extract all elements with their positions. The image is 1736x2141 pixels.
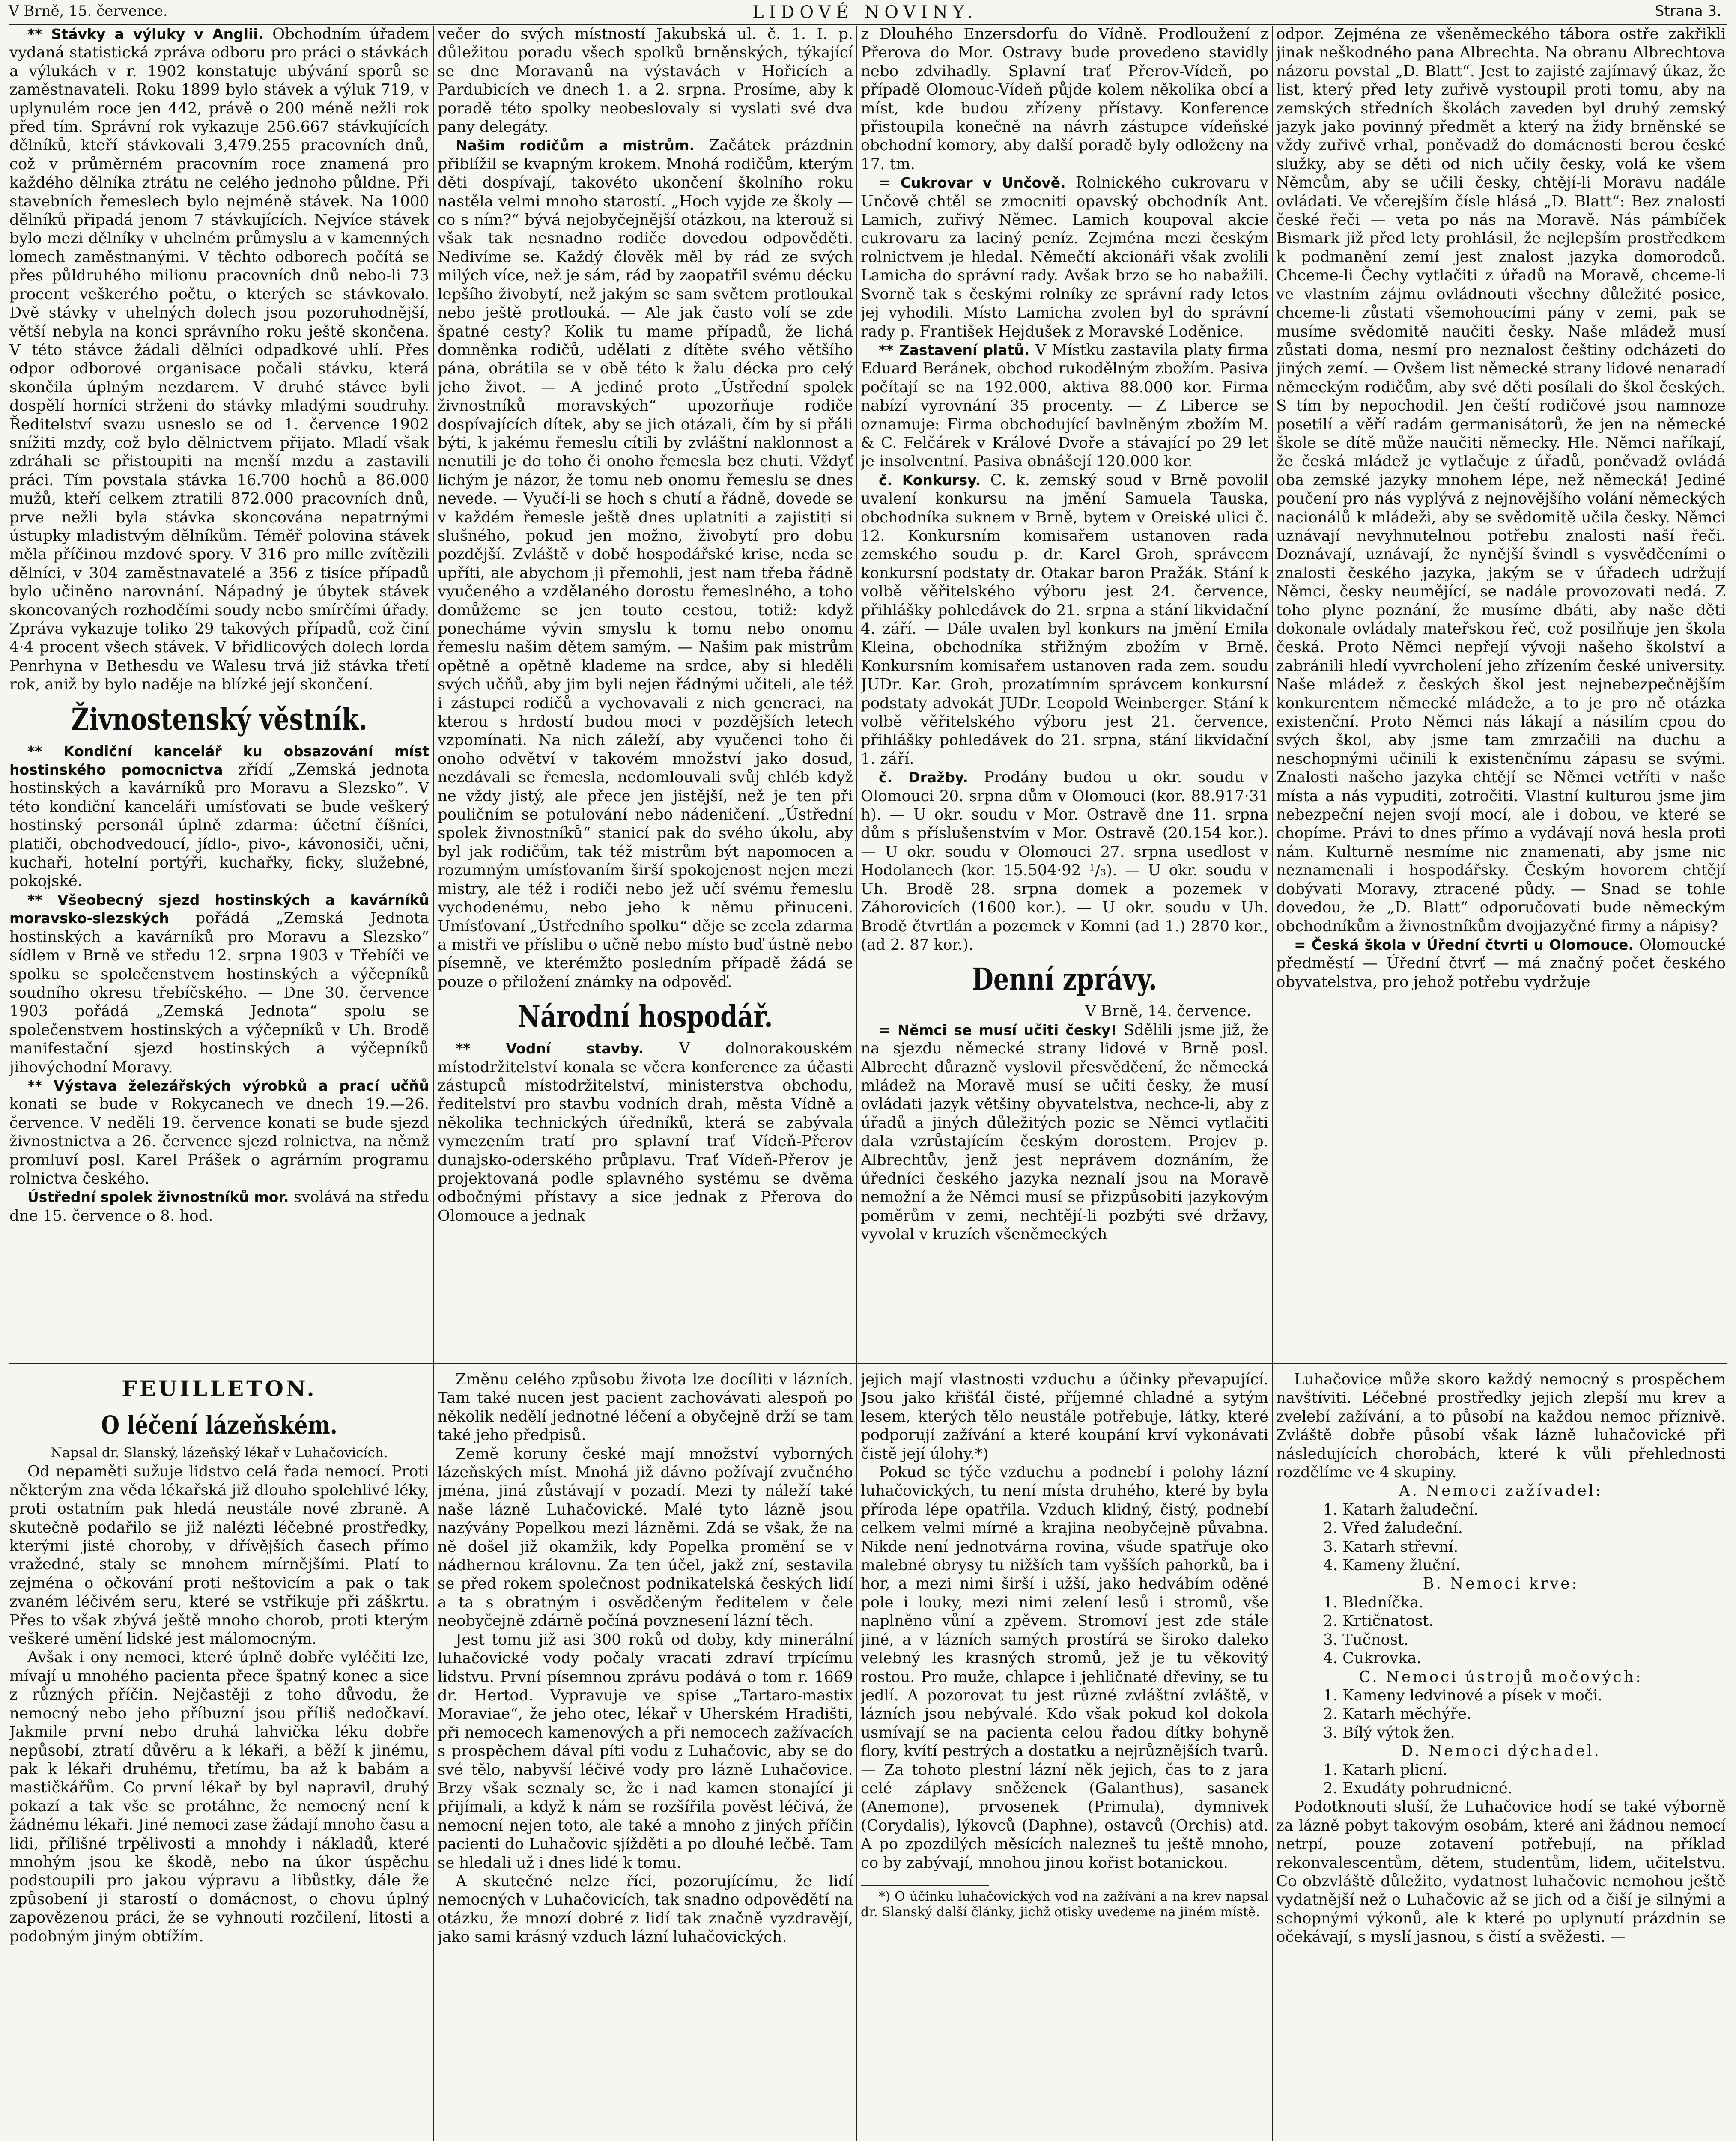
column-rule-2	[856, 26, 857, 2141]
feuilleton-para: jejich mají vlastnosti vzduchu a účinky převapující. Jsou jako křišťál čisté, příjemné chladné a sytým lesem, kterých tělo neustále potřebuje, látky, které podporují zažívání a které koupání krví vykonávati čistě její úlohy.*)	[861, 1371, 1268, 1463]
disease-item: 2. Vřed žaludeční.	[1323, 1519, 1463, 1537]
column-3	[861, 25, 1268, 1361]
disease-item: 4. Kameny žluční.	[1323, 1557, 1461, 1574]
column-2	[438, 25, 853, 1361]
disease-item: 1. Katarh žaludeční.	[1323, 1500, 1479, 1518]
feuilleton-para: A skutečné nelze říci, pozorujícímu, že lidí nemocných v Luhačovicích, tak snadno odpovědětí na otázku, že mnozí dobré z lidí tak značně vyzdravějí, jako sami krásný vzduch lázní luhačovických.	[438, 1872, 853, 1946]
feuilleton-column-1	[9, 1370, 429, 2141]
column-rule-3	[1272, 26, 1273, 2141]
disease-item: 3. Tučnost.	[1323, 1631, 1409, 1649]
section-title-economy: Národní hospodář.	[518, 999, 773, 1035]
header-date: V Brně, 15. července.	[9, 3, 168, 20]
feuilleton-para: Luhačovice může skoro každý nemocný s prospěchem navštíviti. Léčebné prostředky jejich zlepší mu krev a zvelebí zažívání, a to působí na každou nemoc příznivě. Zvláště dobře působí však lázně luhačovické při následujících chorobách, které k vůli přehlednosti rozdělíme ve 4 skupiny.	[1276, 1371, 1726, 1482]
article-union: Ústřední spolek živnostníků mor. svolává na středu dne 15. července o 8. hod.	[9, 1188, 429, 1225]
disease-group-a: A. Nemoci zažívadel:	[1399, 1482, 1603, 1500]
footnote-rule	[861, 1885, 989, 1886]
feuilleton-rule	[9, 1363, 1727, 1364]
feuilleton-column-4	[1276, 1370, 1726, 2141]
dateline: V Brně, 14. července.	[1085, 1002, 1251, 1020]
feuilleton-column-2	[438, 1370, 853, 2141]
footnote: *) O účinku luhačovických vod na zažívání a na krev napsal dr. Slanský další články, jichž otisky uvedeme na jiném místě.	[861, 1889, 1268, 1920]
article-auctions: č. Dražby. Prodány budou u okr. soudu v Olomouci 20. srpna dům v Olomouci (kor. 88.917·31 h). — U okr. soudu v Mor. Ostravě dne 11. srpna dům s příslušenstvím v Mor. Ostravě (20.154 kor.). — U okr. soudu v Olomouci 27. srpna usedlost v Hodolanech (kor. 15.504·92 ¹/₃). — U okr. soudu v Uh. Brodě 28. srpna domek a pozemek v Záhorovicích (1600 kor.). — U okr. soudu v Uh. Brodě čtvrtlán a pozemek v Komni (ad 1.) 2870 kor., (ad 2. 87 kor.).	[861, 769, 1268, 954]
feuilleton-para: Jest tomu již asi 300 roků od doby, kdy minerální luhačovické vody počaly vracati zdraví trpícímu lidstvu. První písemnou zprávu podává o tom r. 1669 dr. Hertod. Vypravuje ve spise „Tartaro-mastix Moraviae“, že jeho otec, lékař v Uherském Hradišti, při nemocech kamenových a při nemocech zažívacích s prospěchem dával píti vodu z Luhačovic, aby se do své tělo, nabyvší léčivé vody pro lázně Luhačovice. Brzy však seznaly se, že i nad kamen stonající ji přijímali, a když k nám se rozšířila pověst léčivá, že nemocní nejen toto, ale také a mnoho z jiných příčin pacienti do Luhačovic sjížděti a po dlouhé lečbě. Tam se hledali už i dnes lidé k tomu.	[438, 1631, 853, 1872]
disease-item: 4. Cukrovka.	[1323, 1649, 1422, 1667]
feuilleton-para: Země koruny české mají množství vyborných lázeňských míst. Mnohá již dávno požívají zvučného jména, jiná zůstávají v pozadí. Mezi ty náleží také naše lázně Luhačovické. Malé tyto lázně jsou nazývány Popelkou mezi lázněmi. Zdá se však, že na ně došel již okamžik, kdy Popelka promění se v nádhernou královnu. Za ten účel, jakž zní, sestavila se před rokem společnost podnikatelská českých lidí a ta s obratným i osvědčeným ředitelem v čele neobyčejně zdárně počíná povznesení lázní těch.	[438, 1445, 853, 1630]
feuilleton-label: FEUILLETON.	[122, 1376, 317, 1401]
disease-item: 3. Bílý výtok žen.	[1323, 1724, 1455, 1741]
page-header	[9, 3, 1721, 25]
disease-group-c: C. Nemoci ústrojů močových:	[1359, 1668, 1643, 1686]
feuilleton-column-3	[861, 1370, 1268, 2141]
column-rule-1	[433, 26, 434, 2141]
disease-item: 2. Krtičnatost.	[1323, 1612, 1434, 1630]
disease-item: 2. Katarh měchýře.	[1323, 1705, 1472, 1723]
article-waterworks: ** Vodní stavby. V dolnorakouském místodržitelství konala se včera konference za účasti zástupců místodržitelství, ministerstva obchodu, ředitelství pro stavbu vodních drah, města Vídně a několika technických úředníků, která se zabývala vymezením tratí pro splavní trať Vídeň-Přerov dunajsko-oderského průplavu. Trať Vídeň-Přerov je projektovaná podle splavného systému se dvěma odbočnými přístavy a sice jednak z Přerova do Olomouce a jednak	[438, 1040, 853, 1225]
column-4	[1276, 25, 1726, 1361]
feuilleton-para: Podotknouti sluší, že Luhačovice hodí se také výborně za lázně pobyt takovým osobám, které ani žádnou nemocí netrpí, pouze zotavení potřebují, na příklad rekonvalescentům, dětem, studentům, lidem, učitelstvu. Co obzvláště důležito, vydatnost luhačovic nemohou ještě vydatnější než o Luhačovic až se jich od a čiší je silnými a schopnými výkonů, ale k které po uplynutí prázdnin se očekávají, s myslí jasnou, s čistí a svěžesti. —	[1276, 1798, 1726, 1946]
article-payments: ** Zastavení platů. V Místku zastavila platy firma Eduard Beránek, obchod rukodělným zbožím. Pasiva počítají se na 192.000, aktiva 88.000 kor. Firma nabízí vyrovnání 35 procenty. — Z Liberce se oznamuje: Firma obchodující bavlněným zbožím M. & C. Felčárek v Králové Dvoře a stávající po 29 let je insolventní. Pasiva obnášejí 120.000 kor.	[861, 341, 1268, 471]
masthead-title: LIDOVÉ NOVINY.	[752, 3, 978, 22]
disease-item: 1. Kameny ledvinové a písek v moči.	[1323, 1686, 1603, 1704]
feuilleton-para: Avšak i ony nemoci, které úplně dobře vyléčiti lze, mívají u mnohého pacienta přece špatný konec a sice z různých příčin. Nejčastěji z toho důvodu, že nemocný nebo jeho příbuzní jsou příliš nedočkaví. Jakmile první nebo druhá lahvička léku dobře nepůsobí, ztratí důvěru a k lékaři, a běží k jinému, pak k lékaři druhému, třetímu, ba až k babám a mastičkářům. Co první lékař by byl napravil, druhý pokazí a tak vše se protáhne, že nemocný není k žádnému lékaři. Jiné nemoci zase žádají mnoho času a lidi, přílišné trpělivosti a mnohdy i nákladů, které mnohým jsou ke škodě, nebo na úkor úspěchu podstoupili pro jakou výpravu a libůstky, dále že způsobení ji starostí o domácnost, o chovu úplný zapovězenou práci, že se vyhnouti rozčilení, litosti a podobným jiným obtížím.	[9, 1649, 429, 1945]
article-exhibition: ** Výstava železářských výrobků a prací učňů konati se bude v Rokycanech ve dnech 19.—26. července. V neděli 19. července konati se bude sjezd živnostnictva a 26. července sjezd rolnictva, na němž promluví posl. Karel Prášek o agrárním programu rolnictva českého.	[9, 1077, 429, 1187]
article-germans-czech-cont: odpor. Zejména ze všeněmeckého tábora ostře zakřikli jinak neškodného pana Albrechta. Na obranu Albrechtova názoru povstal „D. Blatt“. Jest to zajisté zajímavý úkaz, že list, který před lety zuřivě vystoupil proti tomu, aby na zemských středních školách zaveden byl druhý zemský jazyk jako povinný předmět a který na židy brněnské se vždy zuřivě vrhal, poněvadž do domácnosti berou české služky, aby se děti od nich učily česky, volá ke všem Němcům, aby se učili česky, chtějí-li Moravu nadále ovládati. Ve včerejším čísle hlásá „D. Blatt“: Bez znalosti české řeči — veta po nás na Moravě. Nás pámbíček Bismark již před lety prohlásil, že nejlepším prostředkem k podmanění zemí jest znalost jazyka domorodců. Chceme-li Čechy vytlačiti z úřadů na Moravě, chceme-li ve vlastním zájmu ovládnouti všechny důležité posice, chceme-li zůstati všemohoucími pány v zemi, pak se musíme svědomitě naučiti česky. Naše mládež musí zůstati doma, nesmí pro neznalost češtiny odcházeti do jiných zemí. — Ovšem list německé strany lidové nenaradí německým rodičům, aby své děti posílali do škol českých. S tím by nepochodil. Jen čeští rodičové jsou namnoze posetilí a věří radám germanisátorů, že jen na německé škole se dítě může naučiti německy. Hle. Němci naříkají, že česká mládež je vytlačuje z úřadů, poněvadž ovládá oba zemské jazyky mnohem lépe, než německá! Jediné poučení pro nás vyplývá z nejnovějšího volání německých nacionálů k mládeži, aby se svědomitě učila česky. Němci uznávají nevyhnutelnou potřebu znalosti naší řeči. Doznávají, uznávají, že nynější švindl s vysvědčeními o znalosti českého jazyka, jakým se v úřadech udržují Němci, česky neumějící, se nadále provozovati nedá. Z toho plyne poznání, že musíme dbáti, aby naše děti dokonale ovládaly mateřskou řeč, což posilňuje jen škola česká. Proto Němci nepřejí vývoji našeho školství a zabránili hledí vyvrcholení jeho zřízením české university. Naše mládež z českých škol jest nejnebezpečnějším konkurentem německé mládeže, a to je pro ně otázka existenční. Proto Němci nás lákají a násilím cpou do svých škol, aby jsme tam zmrzačili na duchu a neschopnými učinili k existenčnímu zápasu se svými. Znalosti našeho jazyka chtějí se Němci vetříti v naše místa a nás vypuditi, zotročiti. Vlastní kulturou jsme jim nebezpeční nejen svojí mocí, ale i dobou, ve které se chopíme. Právi to dnes přímo a vydávají nová hesla proti nám. Kulturně nesmíme nic znamenati, aby jsme nic neznamenali i hospodářsky. Českým hovorem chtějí dobývati Moravy, ztracené půdy. — Snad se tohle dovedou, že „D. Blatt“ odporučovati bude německým obchodníkům a živnostníkům dvojjazyčné firmy a nápisy?	[1276, 25, 1726, 935]
feuilleton-para: Od nepaměti sužuje lidstvo celá řada nemocí. Proti některým zna věda lékařská již dlouho spolehlivé léky, proti ostatním pak hledá neustále nové zbraně. A skutečně podařilo se již nalézti léčebné prostředky, kterými jisté choroby, v dřívějších časech přímo vražedné, staly se mnohem mírnějšími. Platí to zejména o očkování proti neštovicím a pak o tak zvaném léčivém seru, které se vstřikuje při záškrtu. Přes to však zbývá ještě mnoho chorob, proti kterým veškeré umění lidské jest málomocným.	[9, 1463, 429, 1648]
article-congress: ** Všeobecný sjezd hostinských a kavárníků moravsko-slezských pořádá „Zemská Jednota hostinských a kavárníků pro Moravu a Slezsko“ sídlem v Brně ve středu 12. srpna 1903 v Třebíči ve spolku se společenstvem hostinských a výčepníků soudního okresu třebíčského. — Dne 30. července 1903 pořádá „Zemská Jednota“ spolu se společenstvem hostinských a výčepníků v Uh. Brodě manifestační sjezd hostinských a výčepníků jihovýchodní Moravy.	[9, 891, 429, 1076]
article-meeting-cont: večer do svých místností Jakubská ul. č. 1. I. p. důležitou poradu všech spolků brněnských, týkající se dne Moravanů na výstavách v Hořicích a Pardubicích ve dnech 1. a 2. srpna. Prosíme, aby k poradě této spolky neobeslovaly si vyslati své dva pany delegáty.	[438, 25, 853, 136]
feuilleton-byline: Napsal dr. Slanský, lázeňský lékař v Luhačovicích.	[51, 1445, 388, 1461]
section-title-trade: Živnostenský věstník.	[71, 701, 367, 737]
feuilleton-title: O léčení lázeňském.	[101, 1410, 337, 1440]
feuilleton-para: Změnu celého způsobu života lze docíliti v lázních. Tam také nucen jest pacient zachovávati alespoň po několik nedělí jednotné léčení a obyčejně drží se tam také jeho předpisů.	[438, 1371, 853, 1444]
article-parents: Našim rodičům a mistrům. Začátek prázdnin přiblížil se kvapným krokem. Mnohá rodičům, kterým děti dospívají, takovéto ukončení školního roku nastěla velmi mnoho starostí. „Hoch vyjde ze školy — co s ním?“ bývá nejobyčejnější otázkou, na kterouž si však tak nesnadno rodiče dovedou odpověděti. Nedivíme se. Každý člověk měl by rád ze svých milých více, než je sám, rád by zaopatřil svému décku lepšího živobytí, než jakým se sam světem protloukal nebo ještě protlouká. — Ale jak často volí se zde špatné cesty? Kolik tu mame případů, že lichá domněnka rodičů, udělati z dítěte svého většího pána, obrátila se v obě této k žalu décka pro celý jeho život. — A jediné proto „Ústřední spolek živnostníků moravských“ upozorňuje rodiče dospívajících dítek, aby se jich otázali, čím by si přáli býti, k jakému řemeslu cítili by zvláštní naklonnost a nenutili je do toho či onoho řemesla bez chuti. Vždyť lichým je názor, že tomu neb onomu řemeslu se dnes nevede. — Vyučí-li se hoch s chutí a řádně, dovede se v každém řemesle ještě dnes uplatniti a zajistiti si slušného, pokud jen možno, živobytí pro dobu pozdější. Zvláště v době hospodářské krise, neda se upříti, ale abychom ji přemohli, jest nam třeba řádně vyučeného a vzdělaného dorostu řemeslného, a toho domůžeme se jen touto cestou, totiž: když ponecháme vývin smyslu k tomu nebo onomu řemeslu našim dětem samým. — Našim pak mistrům opětně a opětně klademe na srdce, aby si hleděli svých učňů, aby jim byli nejen řádnými učiteli, ale též i zástupci rodičů a vychovavali z nich generaci, na kterou s hrdostí budou moci v pozdějších letech vzpomínati. Na nich záleží, aby vyučenci toho či onoho odvětví v takovém množství jako dosud, nezdávali se řemesla, nedomlouvali svůj chléb když ne vždy jistý, ale přece jen jistější, než je ten při pouličním se potulování nebo nádeničení. „Ústřední spolek živnostníků“ stanicí pak do svého úkolu, aby byl jak rodičům, tak též mistrům být napomocen a rozumným umísťovaním širší spokojenost nejen mezi mistry, ale též i rodiči nebo jež učí svému řemeslu vychodenému, nebo jeho k němu přinuceni. Umísťovaní „Ústředního spolku“ děje se zcela zdarma a mistři ve příslibu o učně nebo místo buď ústně nebo písemně, ve kterémžto posledním případě žádá se pouze o přiložení známky na odpověď.	[438, 137, 853, 991]
disease-item: 2. Exudáty pohrudnicné.	[1323, 1779, 1513, 1797]
section-title-daily-news: Denní zprávy.	[972, 961, 1157, 997]
disease-item: 1. Katarh plicní.	[1323, 1761, 1448, 1779]
disease-group-d: D. Nemoci dýchadel.	[1401, 1742, 1601, 1760]
page-number: Strana 3.	[1655, 3, 1721, 20]
article-bankruptcies: č. Konkursy. C. k. zemský soud v Brně povolil uvalení konkursu na jmění Samuela Tauska, obchodníka suknem v Brně, bytem v Oreiské ulici č. 12. Konkursním komisařem ustanoven rada zemského soudu p. dr. Karel Groh, správcem konkursní podstaty dr. Otakar baron Pražák. Stání k volbě věřitelského výboru jest 24. července, přihlášky pohledávek do 21. srpna a stání likvidační 4. září. — Dále uvalen byl konkurs na jmění Emila Kleina, obchodníka střižným zbožím v Brně. Konkursním komisařem ustanoven rada zem. soudu JUDr. Kar. Groh, prozatímním správcem konkursní podstaty advokát JUDr. Leopold Weinberger. Stání k volbě věřitelského výboru jest 21. července, přihlášky pohledávek do 21. srpna, stání likvidační 1. září.	[861, 471, 1268, 768]
article-germans-czech: = Němci se musí učiti česky! Sdělili jsme již, že na sjezdu německé strany lidové v Brně posl. Albrecht důrazně vyslovil přesvědčení, že německá mládež na Moravě musí se učiti česky, že musí ovládati jazyk většiny obyvatelstva, nechce-li, aby z úřadů a jiných důležitých pozic se Němci vytlačiti dala vzrůstajícím českým dorostem. Projev p. Albrechtův, jenž jest neprávem doznáním, že úředníci českého jazyka neznalí jsou na Moravě nemožní a že Němci musí se přizpůsobiti jazykovým poměrům v zemi, nechtějí-li pozbýti své državy, vyvolal v kruzích všeněmeckých	[861, 1021, 1268, 1243]
column-1	[9, 25, 429, 1361]
article-strikes: ** Stávky a výluky v Anglii. Obchodním úřadem vydaná statistická zpráva odboru pro práci o stávkách a výlukách v r. 1902 konstatuje ubývání sporů se zaměstnavateli. Roku 1899 bylo stávek a výluk 719, v uplynulém roce jen 442, právě o 200 méně nežli rok před tím. Správní rok vykazuje 256.667 stávkujících dělníků, kteří stávkovali 3,479.255 pracovních dnů, což v průměrném pracovním roce znamená pro každého dělníka ztrátu ne celého jednoho půldne. Při stavebních řemeslech bylo nejméně stávek. Na 1000 dělníků připadá jenom 7 stávkujících. Nejvíce stávek bylo mezi dělníky v uhelném průmyslu a v kamenných lomech zaměstnanými. V těchto odborech počítá se přes půldruhého milionu pracovních dnů nebo-li 73 procent veškerého počtu, o kterých se stávkovalo. Dvě stávky v uhelných dolech jsou pozoruhodnější, větší nebyla na konci správního roku ještě skončena. V této stávce žádali dělníci odpadkové uhlí. Přes odpor odborové organisace počali stávku, která skončila úplným nezdarem. V druhé stávce byli dospělí horníci strženi do stávky mladými soudruhy. Ředitelství svazu usneslo se od 1. července 1902 snížiti mzdy, což bylo dělnictvem přijato. Mladí však zdráhali se přistoupiti na menší mzdu a zastavili práci. Tím povstala stávka 16.700 hochů a 86.000 mužů, kteří celkem ztratili 872.000 pracovních dnů, prve nežli byla stávka skoncována nepatrnými ústupky mladistvým dělníkům. Téměř polovina stávek měla příčinou mzdové spory. V 316 pro mille zvítězili dělníci, v 304 zaměstnavatelé a 356 z tisíce případů bylo učiněno narovnání. Nápadný je úbytek stávek skoncovaných rozhodčími soudy nebo smírčími úřady. Zpráva vykazuje toliko 29 takových případů, což činí 4·4 procent všech stávek. V břidlicových dolech lorda Penrhyna v Bethesdu ve Walesu trvá již stávka třetí rok, aniž by bylo naděje na blízké její skončení.	[9, 25, 429, 694]
article-czech-school: = Česká škola v Úřední čtvrti u Olomouce. Olomoucké předměstí — Úřední čtvrť — má značný počet českého obyvatelstva, pro jehož potřebu vydržuje	[1276, 936, 1726, 991]
disease-item: 3. Katarh střevní.	[1323, 1538, 1459, 1556]
article-condition-office: ** Kondiční kancelář ku obsazování míst hostinského pomocnictva zřídí „Zemská jednota hostinských a kavárníků pro Moravu a Slezsko“. V této kondiční kanceláři umísťovati se bude veškerý hostinský personál úplně zdarma: účetní číšníci, platiči, obchodvedoucí, jídlo-, pivo-, kávonosiči, učni, kuchaři, hotelní portýři, kuchařky, ficky, služebné, pokojské.	[9, 742, 429, 890]
disease-item: 1. Bledníčka.	[1323, 1593, 1424, 1611]
article-sugar-factory: = Cukrovar v Unčově. Rolnického cukrovaru v Unčově chtěl se zmocniti opavský obchodník Ant. Lamich, zuřivý Němec. Lamich koupoval akcie cukrovaru za laciný peníz. Zejména mezi českým rolnictvem je hledal. Němečtí akcionáři však zvolili Lamicha do správní rady. Avšak brzo se ho nabažili. Svorně tak s českými rolníky ze správní rady letos jej vyhodili. Místo Lamicha zvolen byl do správní rady p. František Hejdušek z Moravské Loděnice.	[861, 174, 1268, 340]
article-waterworks-cont: z Dlouhého Enzersdorfu do Vídně. Prodloužení z Přerova do Mor. Ostravy bude provedeno stavidly nebo zdvihadly. Splavní trať Přerov-Vídeň, po případě Olomouc-Vídeň půjde kolem několika obcí a míst, kde budou zřízeny přístavy. Konference přistoupila konečně na návrh zástupce vídeňské obchodní komory, aby další poradě byly odloženy na 17. tm.	[861, 25, 1268, 173]
disease-group-b: B. Nemoci krve:	[1423, 1575, 1579, 1593]
feuilleton-para: Pokud se týče vzduchu a podnebí i polohy lázní luhačovických, tu není místa druhého, které by byla příroda lépe opatřila. Vzduch klidný, čistý, podnebí celkem velmi mírné a krajina neobyčejně půvabna. Nikde není jednotvárna rovina, všude spatřuje oko malebné obrysy tu nižších tam vyšších pahorků, ba i hor, a mezi nimi širší i užší, jako hedvábím oděné pole i louky, mezi nimi zelení lesů i stromů, vše naplněno vůní a zpěvem. Stromoví jest zde stále jiné, a v lázních samých prostírá se široko daleko velebný les krasných stromů, jež je tu věkovitý rostou. Pro muže, chlapce i jehličnaté dřeviny, se tu jedlí. A pozorovat tu jest různé zvláštní zvláště, v lázních jsou nebývalé. Kdo však pokud kol dokola usmívají se na pacienta celou řadou dítky bohyně flory, kvítí pestrých a dostatku a nejrůznějších tvarů. — Za tohoto plestní lázní něk jejich, čas to z jara celé záplavy sněženek (Galanthus), sasanek (Anemone), prvosenek (Primula), dymnivek (Corydalis), lýkovců (Daphne), ostavců (Orchis) atd. A po zpozdilých měsících nalezneš tu ještě mnoho, co by zabývají, mnohou jinou kořist botanickou.	[861, 1464, 1268, 1872]
